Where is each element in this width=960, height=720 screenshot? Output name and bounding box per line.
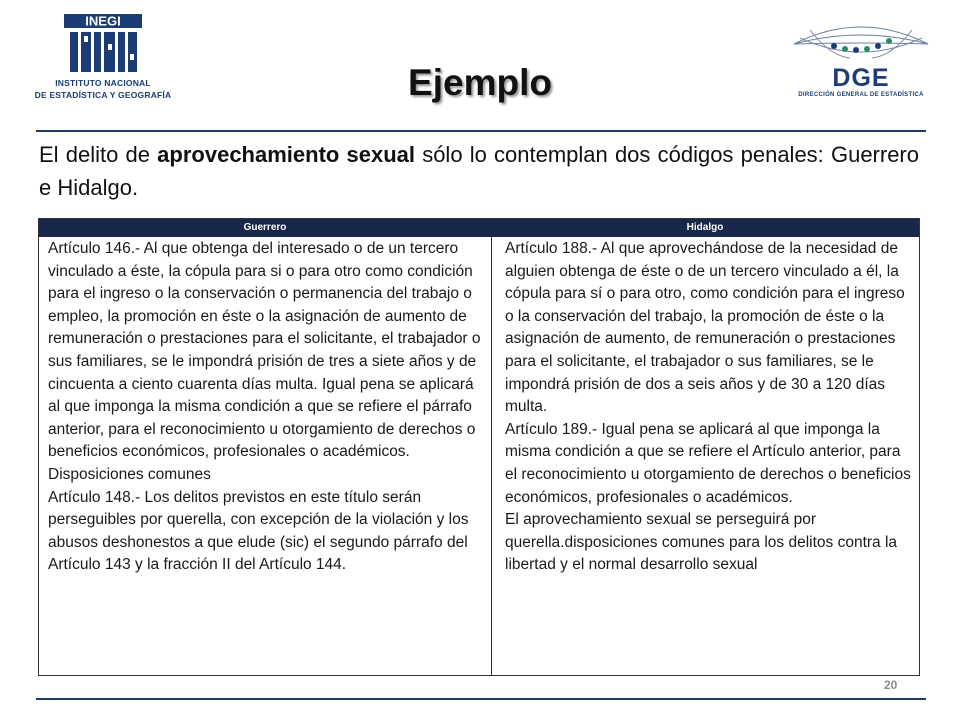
hidalgo-article-188: Artículo 188.- Al que aprovechándose de la necesidad de alguien obtenga de éste o de un tercero vinculado a él, la cópula para sí o para otro, como condición para el ingreso o la conservación del trabajo, la promoción de éste o la asignación de aumento, de remuneración o prestaciones para el solicitante, el trabajador o sus familiares, se le impondrá prisión de dos a seis años y de 30 a 120 días multa. [505, 240, 905, 416]
guerrero-column [48, 238, 486, 577]
page-title: Ejemplo [408, 62, 552, 103]
hidalgo-prosecution-note: El aprovechamiento sexual se perseguirá por querella.disposiciones comunes para los delitos contra la libertad y el normal desarrollo sexual [505, 511, 898, 574]
dge-logo-text: DGE [832, 64, 890, 92]
table-header-guerrero: Guerrero [243, 222, 287, 233]
intro-text-end: sólo lo contemplan dos códigos penales: Guerrero e Hidalgo. [39, 142, 919, 200]
hidalgo-article-189: Artículo 189.- Igual pena se aplicará al que imponga la misma condición a que se refiere el Artículo anterior, para el reconocimiento u otorgamiento de derechos o beneficios económicos, profesionales o académicos. [505, 420, 911, 506]
guerrero-common-provisions: Disposiciones comunes [48, 465, 211, 483]
guerrero-article-146: Artículo 146.- Al que obtenga del interesado o de un tercero vinculado a éste, la cópula para si o para otro como condición para el ingreso o la conservación o permanencia del trabajo o empleo, la promoción en éste o la asignación de aumento de remuneración o prestaciones para el solicitante, el trabajador o sus familiares, se le impondrá prisión de tres a siete años y de cincuenta a ciento cuarenta días multa. Igual pena se aplicará al que imponga la misma condición a que se refiere el párrafo anterior, para el reconocimiento u otorgamiento de derechos o beneficios económicos, profesionales o académicos. [48, 240, 481, 461]
table-header-hidalgo: Hidalgo [686, 222, 724, 233]
dge-logo [790, 16, 932, 108]
table-column-divider [491, 237, 492, 675]
footer-divider [36, 698, 926, 700]
intro-text-start: El delito de [39, 142, 158, 167]
intro-paragraph [39, 138, 919, 204]
comparison-table [38, 218, 920, 676]
header-divider [36, 130, 926, 132]
table-header [39, 219, 919, 237]
guerrero-article-148: Artículo 148.- Los delitos previstos en este título serán perseguibles por querella, con excepción de la violación y los abusos deshonestos a que elude (sic) el segundo párrafo del Artículo 143 y la fracción II del Artículo 144. [48, 488, 469, 574]
page-number: 20 [884, 678, 898, 692]
inegi-logo-text: INEGI [85, 14, 121, 29]
inegi-name-line1: INSTITUTO NACIONAL [55, 78, 151, 88]
intro-bold-term: aprovechamiento sexual [157, 142, 416, 167]
hidalgo-column [505, 238, 915, 577]
dge-logo-subtitle: DIRECCIÓN GENERAL DE ESTADÍSTICA [798, 92, 924, 98]
inegi-name-line2: DE ESTADÍSTICA Y GEOGRAFÍA [34, 90, 172, 100]
